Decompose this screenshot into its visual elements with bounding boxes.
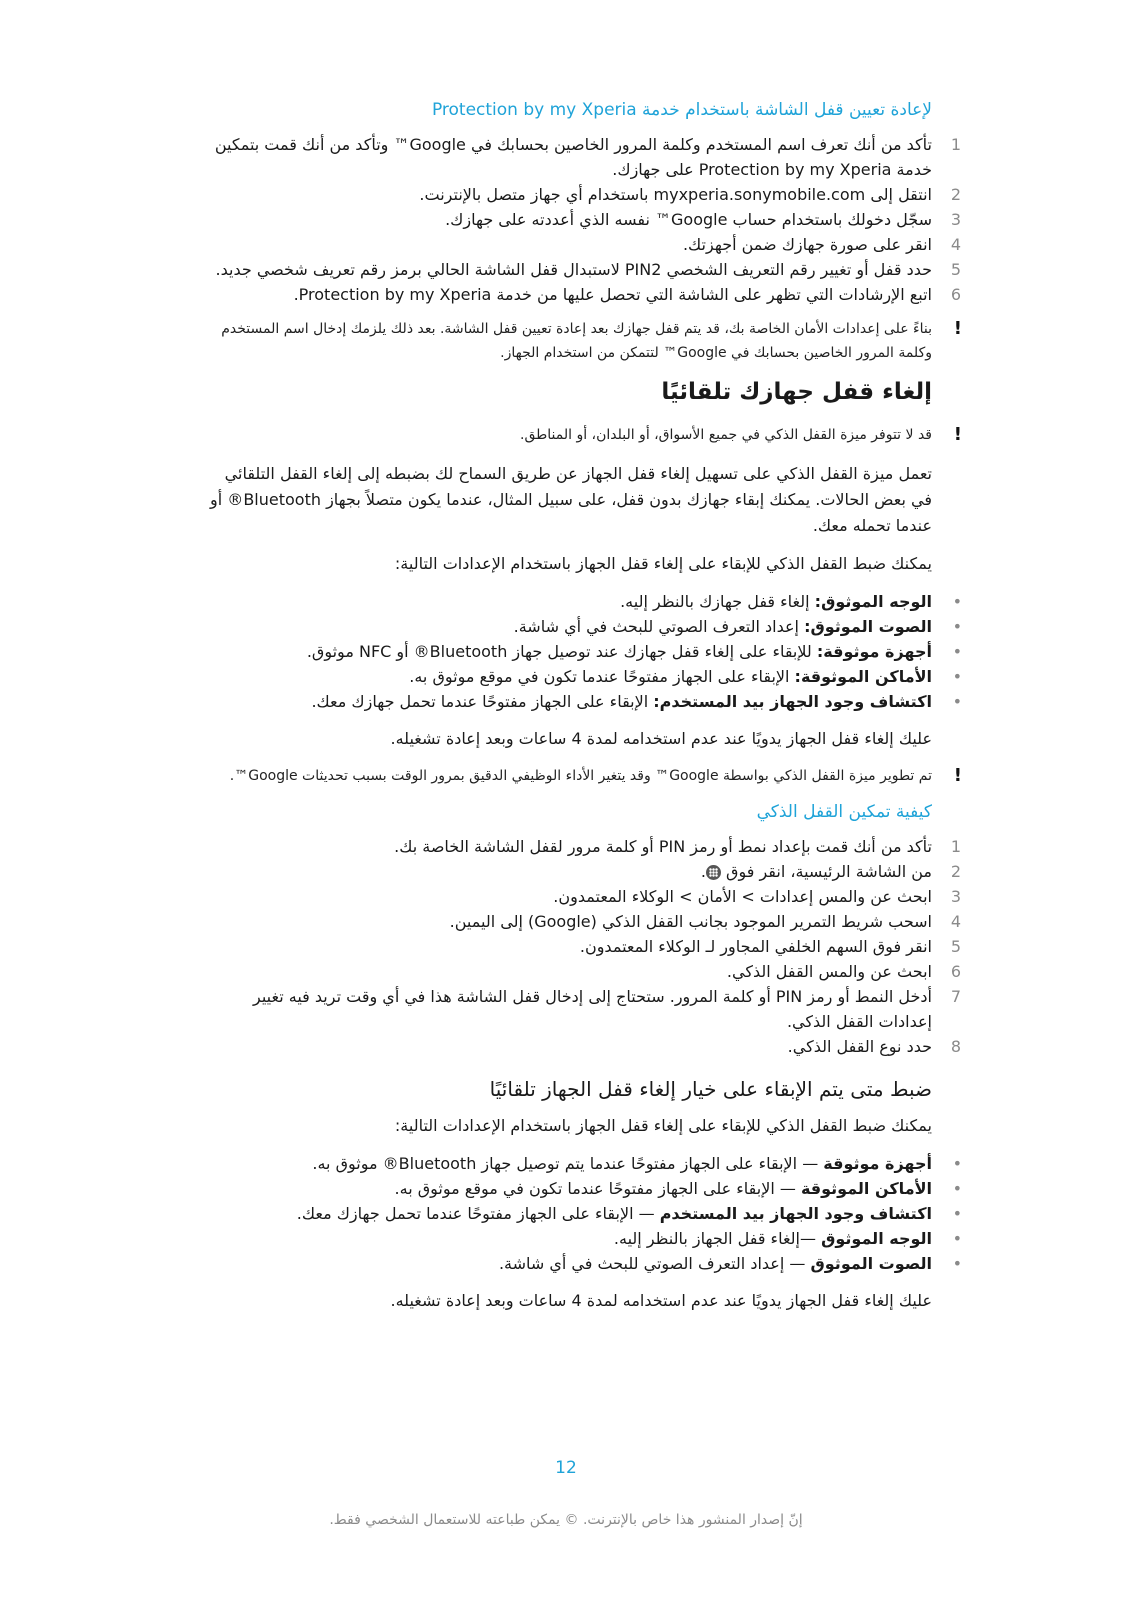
step-text: تأكد من أنك تعرف اسم المستخدم وكلمة المرور الخاصين بحسابك في Google™ وتأكد من أنك قمت بتمكين خدمة Protection by my Xperia على جهازك. bbox=[214, 135, 932, 179]
bullet-icon: • bbox=[952, 1204, 962, 1223]
bullet-term: أجهزة موثوقة: bbox=[816, 642, 932, 661]
step-number: 8 bbox=[950, 1037, 962, 1056]
section-title: ضبط متى يتم الإبقاء على خيار إلغاء قفل الجهاز تلقائيًا bbox=[489, 1077, 932, 1101]
bullet-list bbox=[200, 1151, 962, 1276]
section-title: إلغاء قفل جهازك تلقائيًا bbox=[661, 379, 932, 405]
bullet-item bbox=[200, 1176, 962, 1201]
bullet-item bbox=[200, 589, 962, 614]
step-text: حدد قفل أو تغيير رقم التعريف الشخصي PIN2 لاستبدال قفل الشاشة الحالي برمز رقم تعريف شخصي جديد. bbox=[215, 260, 932, 279]
steps-list bbox=[200, 132, 962, 307]
section-heading: لإعادة تعيين قفل الشاشة باستخدام خدمة Protection by my Xperia bbox=[431, 100, 932, 120]
step-text: أدخل النمط أو رمز PIN أو كلمة المرور. ستحتاج إلى إدخال قفل الشاشة هذا في أي وقت تريد فيه تغيير إعدادات القفل الذكي. bbox=[253, 987, 932, 1031]
bullet-term: الوجه الموثوق bbox=[821, 1229, 932, 1248]
bullet-desc: الإبقاء على الجهاز مفتوحًا عندما تحمل جهازك معك. bbox=[311, 692, 654, 711]
section-heading: كيفية تمكين القفل الذكي bbox=[756, 802, 932, 822]
bullet-desc: إلغاء قفل جهازك بالنظر إليه. bbox=[620, 592, 815, 611]
note-text: تم تطوير ميزة القفل الذكي بواسطة Google™ وقد يتغير الأداء الوظيفي الدقيق بمرور الوقت بسبب تحديثات Google™. bbox=[229, 768, 932, 784]
step-text: ابحث عن والمس إعدادات > الأمان > الوكلاء المعتمدون. bbox=[553, 887, 932, 906]
note-text: قد لا تتوفر ميزة القفل الذكي في جميع الأسواق، أو البلدان، أو المناطق. bbox=[520, 427, 932, 443]
step-text: من الشاشة الرئيسية، انقر فوق bbox=[726, 862, 932, 881]
bullet-term: الأماكن الموثوقة bbox=[800, 1179, 932, 1198]
exclamation-icon: ! bbox=[953, 424, 962, 445]
step-item bbox=[200, 934, 962, 959]
step-text: انقر على صورة جهازك ضمن أجهزتك. bbox=[682, 235, 932, 254]
bullet-desc: — الإبقاء على الجهاز مفتوحًا عندما تكون في موقع موثوق به. bbox=[394, 1179, 801, 1198]
step-number: 5 bbox=[950, 260, 962, 279]
step-number: 3 bbox=[950, 210, 962, 229]
step-number: 7 bbox=[950, 987, 962, 1006]
paragraph: يمكنك ضبط القفل الذكي للإبقاء على إلغاء قفل الجهاز باستخدام الإعدادات التالية: bbox=[394, 554, 932, 573]
paragraph: تعمل ميزة القفل الذكي على تسهيل إلغاء قفل الجهاز عن طريق السماح لك بضبطه إلى إلغاء القفل التلقائي في بعض الحالات. يمكنك إبقاء جهازك بدون قفل، على سبيل المثال، عندما يكون متصلاً بجهاز Bluetooth® أو عندما تحمله معك. bbox=[210, 464, 932, 535]
bullet-desc: — إعداد التعرف الصوتي للبحث في أي شاشة. bbox=[498, 1254, 811, 1273]
step-number: 5 bbox=[950, 937, 962, 956]
bullet-icon: • bbox=[952, 592, 962, 611]
step-text: حدد نوع القفل الذكي. bbox=[787, 1037, 932, 1056]
step-item bbox=[200, 257, 962, 282]
warning-note bbox=[200, 423, 962, 447]
bullet-icon: • bbox=[952, 1254, 962, 1273]
bullet-item bbox=[200, 689, 962, 714]
step-text: انتقل إلى myxperia.sonymobile.com باستخدام أي جهاز متصل بالإنترنت. bbox=[419, 185, 932, 204]
bullet-list bbox=[200, 589, 962, 714]
paragraph: عليك إلغاء قفل الجهاز يدويًا عند عدم استخدامه لمدة 4 ساعات وبعد إعادة تشغيله. bbox=[390, 729, 932, 748]
steps-list bbox=[200, 834, 962, 1059]
warning-note bbox=[200, 317, 962, 365]
bullet-item bbox=[200, 1201, 962, 1226]
apps-icon bbox=[706, 865, 721, 880]
bullet-icon: • bbox=[952, 1154, 962, 1173]
bullet-term: أجهزة موثوقة bbox=[823, 1154, 932, 1173]
bullet-item bbox=[200, 664, 962, 689]
bullet-icon: • bbox=[952, 1229, 962, 1248]
step-text: انقر فوق السهم الخلفي المجاور لـ الوكلاء المعتمدون. bbox=[579, 937, 932, 956]
footer-text: إنّ إصدار المنشور هذا خاص بالإنترنت. © يمكن طباعته للاستعمال الشخصي فقط. bbox=[329, 1512, 803, 1528]
bullet-term: اكتشاف وجود الجهاز بيد المستخدم: bbox=[653, 692, 932, 711]
bullet-term: الأماكن الموثوقة: bbox=[794, 667, 932, 686]
bullet-desc: — الإبقاء على الجهاز مفتوحًا عندما تحمل جهازك معك. bbox=[296, 1204, 660, 1223]
bullet-desc: للإبقاء على إلغاء قفل جهازك عند توصيل جهاز Bluetooth® أو NFC موثوق. bbox=[306, 642, 817, 661]
step-item bbox=[200, 232, 962, 257]
step-item bbox=[200, 959, 962, 984]
bullet-item bbox=[200, 1251, 962, 1276]
content bbox=[200, 100, 962, 1326]
step-text: تأكد من أنك قمت بإعداد نمط أو رمز PIN أو كلمة مرور لقفل الشاشة الخاصة بك. bbox=[394, 837, 932, 856]
bullet-desc: الإبقاء على الجهاز مفتوحًا عندما تكون في موقع موثوق به. bbox=[409, 667, 795, 686]
bullet-item bbox=[200, 1226, 962, 1251]
bullet-desc: —إلغاء قفل الجهاز بالنظر إليه. bbox=[613, 1229, 822, 1248]
step-number: 2 bbox=[950, 862, 962, 881]
step-number: 4 bbox=[950, 912, 962, 931]
paragraph: يمكنك ضبط القفل الذكي للإبقاء على إلغاء قفل الجهاز باستخدام الإعدادات التالية: bbox=[394, 1116, 932, 1135]
step-item bbox=[200, 834, 962, 859]
bullet-item bbox=[200, 639, 962, 664]
bullet-desc: إعداد التعرف الصوتي للبحث في أي شاشة. bbox=[513, 617, 805, 636]
bullet-icon: • bbox=[952, 692, 962, 711]
bullet-item bbox=[200, 614, 962, 639]
bullet-term: الصوت الموثوق: bbox=[804, 617, 932, 636]
page-number: 12 bbox=[555, 1458, 577, 1478]
step-text: اسحب شريط التمرير الموجود بجانب القفل الذكي (Google) إلى اليمين. bbox=[449, 912, 932, 931]
step-item bbox=[200, 207, 962, 232]
warning-note bbox=[200, 764, 962, 788]
step-item bbox=[200, 984, 962, 1034]
step-item bbox=[200, 909, 962, 934]
step-number: 6 bbox=[950, 285, 962, 304]
bullet-icon: • bbox=[952, 642, 962, 661]
step-item bbox=[200, 282, 962, 307]
note-text: بناءً على إعدادات الأمان الخاصة بك، قد يتم قفل جهازك بعد إعادة تعيين قفل الشاشة. بعد ذلك يلزمك إدخال اسم المستخدم وكلمة المرور الخاصين بحسابك في Google™ لتتمكن من استخدام الجهاز. bbox=[221, 321, 932, 361]
step-text: ابحث عن والمس القفل الذكي. bbox=[726, 962, 932, 981]
step-number: 4 bbox=[950, 235, 962, 254]
bullet-term: اكتشاف وجود الجهاز بيد المستخدم bbox=[659, 1204, 932, 1223]
step-item bbox=[200, 132, 962, 182]
step-number: 2 bbox=[950, 185, 962, 204]
step-number: 1 bbox=[950, 837, 962, 856]
step-item bbox=[200, 182, 962, 207]
exclamation-icon: ! bbox=[953, 318, 962, 339]
exclamation-icon: ! bbox=[953, 765, 962, 786]
step-item bbox=[200, 884, 962, 909]
bullet-icon: • bbox=[952, 667, 962, 686]
step-number: 3 bbox=[950, 887, 962, 906]
bullet-item bbox=[200, 1151, 962, 1176]
bullet-icon: • bbox=[952, 617, 962, 636]
bullet-term: الوجه الموثوق: bbox=[814, 592, 932, 611]
step-item bbox=[200, 1034, 962, 1059]
step-item: 2 من الشاشة الرئيسية، انقر فوق . bbox=[200, 859, 932, 884]
bullet-desc: — الإبقاء على الجهاز مفتوحًا عندما يتم توصيل جهاز Bluetooth® موثوق به. bbox=[312, 1154, 824, 1173]
bullet-term: الصوت الموثوق bbox=[810, 1254, 932, 1273]
step-text: سجّل دخولك باستخدام حساب Google™ نفسه الذي أعددته على جهازك. bbox=[445, 210, 932, 229]
paragraph: عليك إلغاء قفل الجهاز يدويًا عند عدم استخدامه لمدة 4 ساعات وبعد إعادة تشغيله. bbox=[390, 1291, 932, 1310]
step-text: اتبع الإرشادات التي تظهر على الشاشة التي تحصل عليها من خدمة Protection by my Xperia. bbox=[293, 285, 932, 304]
step-number: 6 bbox=[950, 962, 962, 981]
step-number: 1 bbox=[950, 135, 962, 154]
bullet-icon: • bbox=[952, 1179, 962, 1198]
